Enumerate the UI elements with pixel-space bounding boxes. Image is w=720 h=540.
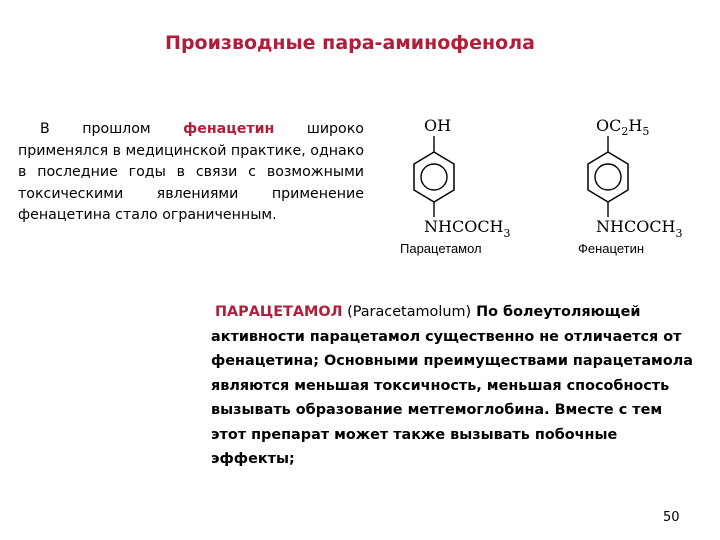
paracetamol-description-text: По болеутоляющей активности парацетамол существенно не отличается от фенацетина; Основными преимуществами парацетамола являются меньшая токсичность, меньшая способность вызывать образование метгемоглобина. Вместе с тем этот препарат может также вызывать побочные эффекты; — [211, 304, 693, 467]
phenacetin-structure — [572, 112, 702, 262]
phenacetin-bottom-group: $NHCOCH_3$ — [596, 217, 683, 240]
benzene-ring-icon — [588, 152, 628, 202]
paracetamol-drug-name: ПАРАЦЕТАМОЛ — [215, 304, 343, 320]
paracetamol-top-group: OH — [424, 116, 452, 135]
paracetamol-structure — [398, 112, 518, 262]
paracetamol-latin-name: (Paracetamolum) — [342, 304, 472, 320]
phenacetin-caption: Фенацетин — [578, 241, 645, 256]
phenacetin-history-paragraph — [18, 119, 364, 227]
phenacetin-top-group: $OC_2H_5$ — [596, 116, 650, 138]
benzene-ring-icon — [414, 152, 454, 202]
paracetamol-description-paragraph — [211, 300, 701, 472]
paragraph-text-end: широко применялся в медицинской практике, однако в последние годы в связи с возможными токсическими явлениями применение фенацетина стало ограниченным. — [18, 121, 364, 223]
slide-title: Производные пара-аминофенола — [165, 32, 535, 54]
paracetamol-bottom-group: $NHCOCH_3$ — [424, 217, 511, 240]
paragraph-text-start: В прошлом — [40, 121, 184, 137]
page-number: 50 — [663, 510, 680, 525]
phenacetin-highlight: фенацетин — [183, 121, 275, 137]
paracetamol-caption: Парацетамол — [400, 241, 482, 256]
